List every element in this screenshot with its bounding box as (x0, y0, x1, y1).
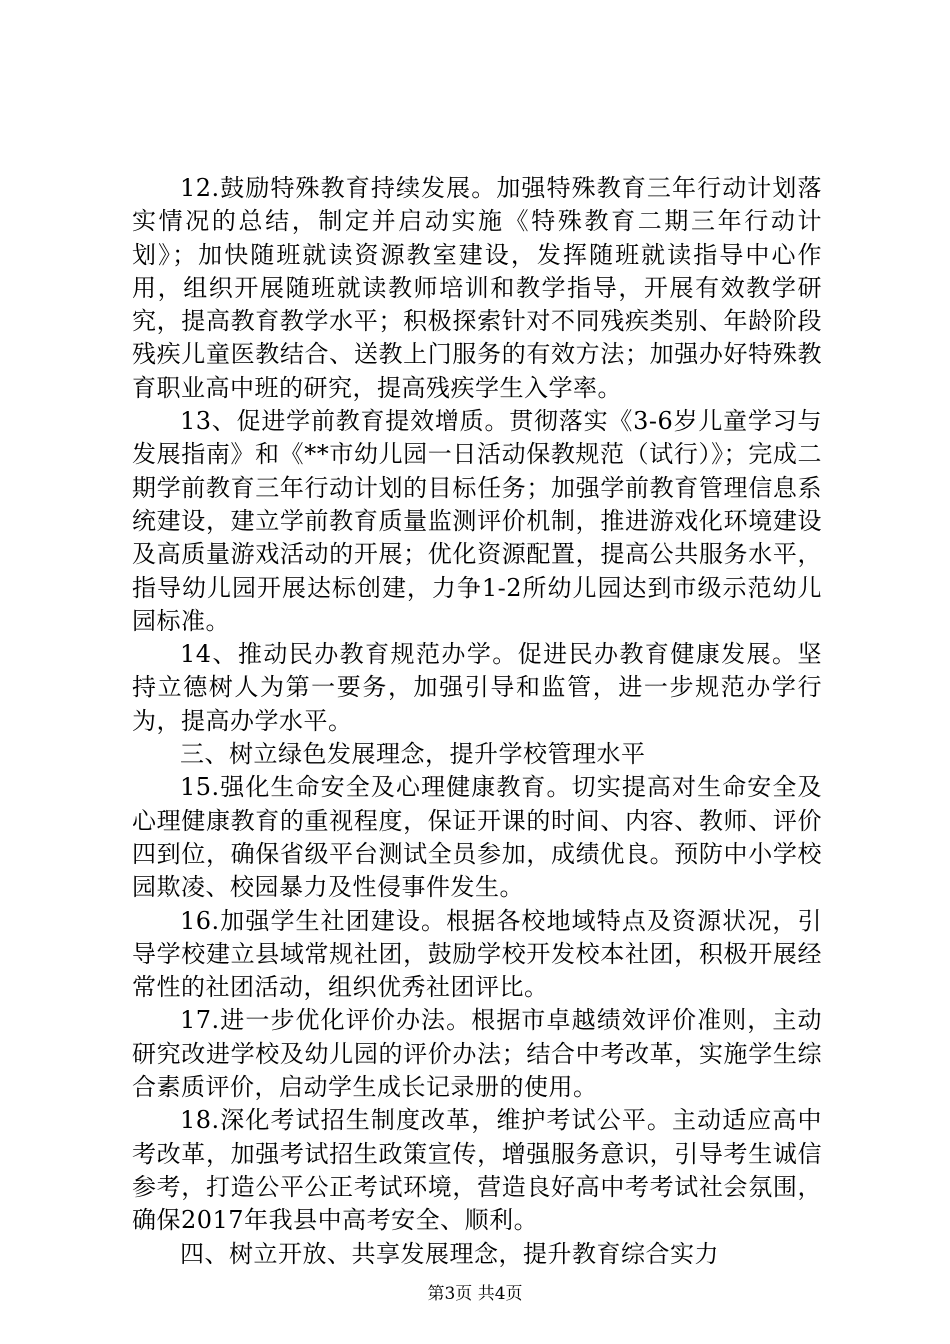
paragraph-item-16: 16.加强学生社团建设。根据各校地域特点及资源状况，引导学校建立县域常规社团，鼓励学校开发校本社团，积极开展经常性的社团活动，组织优秀社团评比。 (132, 906, 822, 1002)
paragraph-item-14: 14、推动民办教育规范办学。促进民办教育健康发展。坚持立德树人为第一要务，加强引导和监管，进一步规范办学行为，提高办学水平。 (132, 640, 822, 735)
paragraph-item-17: 17.进一步优化评价办法。根据市卓越绩效评价准则，主动研究改进学校及幼儿园的评价办法；结合中考改革，实施学生综合素质评价，启动学生成长记录册的使用。 (132, 1006, 822, 1102)
paragraph-item-12: 12.鼓励特殊教育持续发展。加强特殊教育三年行动计划落实情况的总结，制定并启动实施《特殊教育二期三年行动计划》；加快随班就读资源教室建设，发挥随班就读指导中心作用，组织开展随班就读教师培训和教学指导，开展有效教学研究，提高教育教学水平；积极探索针对不同残疾类别、年龄阶段残疾儿童医教结合、送教上门服务的有效方法；加强办好特殊教育职业高中班的研究，提高残疾学生入学率。 (132, 174, 822, 402)
paragraph-item-15: 15.强化生命安全及心理健康教育。切实提高对生命安全及心理健康教育的重视程度，保证开课的时间、内容、教师、评价四到位，确保省级平台测试全员参加，成绩优良。预防中小学校园欺凌、校园暴力及性侵事件发生。 (132, 773, 822, 902)
paragraph-item-13: 13、促进学前教育提效增质。贯彻落实《3-6岁儿童学习与发展指南》和《**市幼儿园一日活动保教规范（试行）》；完成二期学前教育三年行动计划的目标任务；加强学前教育管理信息系统建设，建立学前教育质量监测评价机制，推进游戏化环境建设及高质量游戏活动的开展；优化资源配置，提高公共服务水平，指导幼儿园开展达标创建，力争1-2所幼儿园达到市级示范幼儿园标准。 (132, 407, 822, 635)
paragraph-item-18: 18.深化考试招生制度改革，维护考试公平。主动适应高中考改革，加强考试招生政策宣传，增强服务意识，引导考生诚信参考，打造公平公正考试环境，营造良好高中考考试社会氛围，确保2017年我县中高考安全、顺利。 (132, 1106, 822, 1235)
page-footer (0, 1283, 950, 1305)
page-number-label: 第3页 共4页 (427, 1284, 523, 1304)
document-body (132, 172, 822, 1271)
section-heading-4: 四、树立开放、共享发展理念，提升教育综合实力 (180, 1239, 719, 1268)
section-heading-3: 三、树立绿色发展理念，提升学校管理水平 (180, 740, 646, 769)
